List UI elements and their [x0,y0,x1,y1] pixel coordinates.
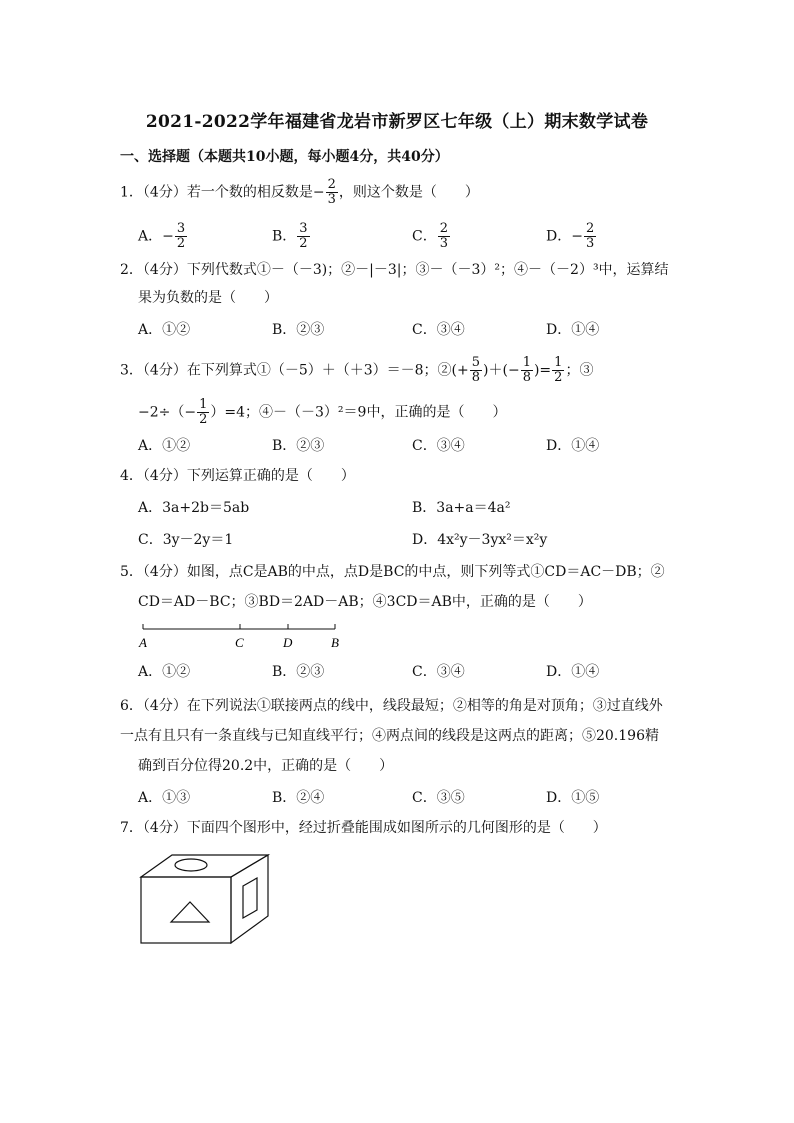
question-6-line-2: 一点有且只有一条直线与已知直线平行；④两点间的线段是这两点的距离；⑤20.196精 [120,728,659,744]
question-6-line-1: 6．（4分）在下列说法①联接两点的线中，线段最短；②相等的角是对顶角；③过直线外 [120,698,663,714]
section-heading: 一、选择题（本题共10小题，每小题4分，共40分） [120,149,449,165]
q5-option-c[interactable]: C．③④ [412,664,465,680]
question-7-stem: 7．（4分）下面四个图形中，经过折叠能围成如图所示的几何图形的是（ ） [120,820,607,836]
q4-option-a[interactable]: A．3a+2b＝5ab [138,500,250,516]
q5-option-d[interactable]: D．①④ [546,664,600,680]
q3-option-b[interactable]: B．②③ [272,438,325,454]
exam-title: 2021-2022学年福建省龙岩市新罗区七年级（上）期末数学试卷 [145,112,649,132]
q3-option-a[interactable]: A．①② [138,438,191,454]
point-label-b: B [331,635,339,650]
question-2-line-2: 果为负数的是（ ） [138,290,278,306]
rectangle-on-right-face [243,878,257,918]
cube-figure [138,852,272,946]
question-4-stem: 4．（4分）下列运算正确的是（ ） [120,468,355,484]
q5-option-a[interactable]: A．①② [138,664,191,680]
q2-option-d[interactable]: D．①④ [546,322,600,338]
circle-on-top-face [175,859,207,871]
question-5-line-1: 5．（4分）如图，点C是AB的中点，点D是BC的中点，则下列等式①CD＝AC－DB；② [120,564,665,580]
point-label-c: C [235,635,244,650]
q4-option-c[interactable]: C．3y－2y＝1 [138,532,234,548]
q6-option-d[interactable]: D．①⑤ [546,790,600,806]
q2-option-c[interactable]: C．③④ [412,322,465,338]
question-5-line-2: CD＝AD－BC；③BD＝2AD－AB；④3CD＝AB中，正确的是（ ） [138,594,592,610]
point-label-d: D [283,635,293,650]
q2-option-b[interactable]: B．②③ [272,322,325,338]
point-label-a: A [139,635,147,650]
fraction: $\frac{2}{3}$ [327,177,336,207]
question-1-stem: 1．（4分）若一个数的相反数是− $\frac{2}{3}$ ，则这个数是（ ） [120,177,479,207]
q6-option-a[interactable]: A．①③ [138,790,191,806]
question-3-line-1: 3．（4分）在下列算式①（－5）＋（＋3）＝－8；②(+ $\frac{5}{8}$ )＋(− $\frac{1}{8}$ )= $\frac{1}{2}$ ；③ [120,355,594,385]
q5-option-b[interactable]: B．②③ [272,664,325,680]
q1-option-c[interactable]: C． $\frac{2}{3}$ [412,221,448,251]
question-2-line-1: 2．（4分）下列代数式①－（－3)；②－|－3|；③－（－3）²；④－（－2）³中，运算结 [120,262,669,278]
segment-figure [135,620,355,654]
q6-option-b[interactable]: B．②④ [272,790,325,806]
triangle-on-front-face [171,902,209,922]
q3-option-c[interactable]: C．③④ [412,438,465,454]
q4-option-d[interactable]: D．4x²y－3yx²＝x²y [412,532,548,548]
q4-option-b[interactable]: B．3a+a＝4a² [412,500,511,516]
q6-option-c[interactable]: C．③⑤ [412,790,465,806]
question-6-line-3: 确到百分位得20.2中，正确的是（ ） [138,758,394,774]
q1-option-d[interactable]: D．− $\frac{2}{3}$ [546,221,595,251]
q1-option-b[interactable]: B． $\frac{3}{2}$ [272,221,308,251]
question-3-line-2: −2÷（− $\frac{1}{2}$ ）=4；④－（－3）²＝9中，正确的是（ ） [138,397,507,427]
q3-option-d[interactable]: D．①④ [546,438,600,454]
q2-option-a[interactable]: A．①② [138,322,191,338]
q1-option-a[interactable]: A．− $\frac{3}{2}$ [138,221,186,251]
